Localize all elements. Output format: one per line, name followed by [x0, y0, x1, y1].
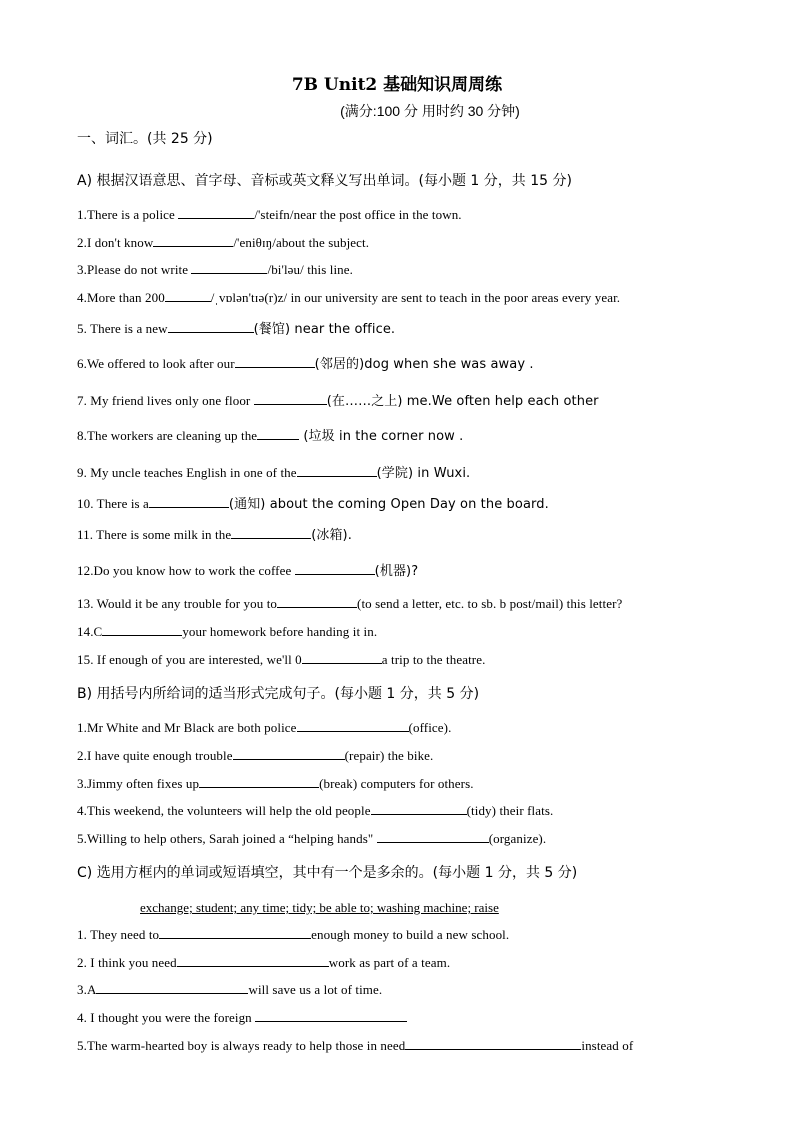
answer-blank[interactable]: [405, 1037, 581, 1050]
question-a9: [77, 462, 470, 481]
question-a11: [77, 524, 352, 543]
answer-blank[interactable]: [254, 392, 327, 405]
question-a2: [77, 234, 369, 251]
question-text: 3.Please do not write: [77, 262, 192, 277]
question-a13: [77, 595, 622, 612]
question-text: (邻居的)dog when she was away .: [314, 357, 534, 372]
question-text: /'eniθɪŋ/about the subject.: [233, 235, 370, 250]
word-bank: exchange; student; any time; tidy; be able to; washing machine; raise: [140, 900, 499, 915]
question-text: (冰箱).: [311, 528, 352, 543]
question-text: 10. There is a: [77, 496, 149, 511]
answer-blank[interactable]: [177, 954, 329, 967]
question-text: 5.Willing to help others, Sarah joined a “helping hands": [77, 831, 377, 846]
question-text: (学院) in Wuxi.: [376, 466, 471, 481]
question-text: 1.Mr White and Mr Black are both police: [77, 720, 297, 735]
question-text: (organize).: [488, 831, 547, 846]
answer-blank[interactable]: [295, 562, 375, 575]
question-b3: [77, 775, 474, 792]
answer-blank[interactable]: [277, 595, 357, 608]
answer-blank[interactable]: [302, 651, 382, 664]
question-text: 2. I think you need: [77, 955, 177, 970]
question-text: (to send a letter, etc. to sb. b post/mail) this letter?: [357, 596, 623, 611]
question-c4: [77, 1009, 407, 1026]
section-vocabulary-heading: 一、词汇。(共 25 分): [77, 131, 213, 147]
question-b4: [77, 802, 553, 819]
question-a12: [77, 560, 418, 579]
question-a14: [77, 623, 377, 640]
question-a3: [77, 261, 353, 278]
answer-blank[interactable]: [96, 981, 248, 994]
question-text: 2.I don't know: [77, 235, 154, 250]
question-c3: [77, 981, 382, 998]
question-text: 12.Do you know how to work the coffee: [77, 563, 295, 578]
question-text: work as part of a team.: [328, 955, 451, 970]
question-text: (餐馆) near the office.: [253, 322, 396, 337]
answer-blank[interactable]: [168, 320, 254, 333]
question-text: (在……之上) me.We often help each other: [326, 394, 599, 409]
question-c5: [77, 1037, 633, 1054]
answer-blank[interactable]: [297, 719, 409, 732]
answer-blank[interactable]: [199, 775, 319, 788]
question-text: (通知) about the coming Open Day on the board.: [228, 497, 549, 512]
answer-blank[interactable]: [102, 623, 182, 636]
question-a10: [77, 493, 549, 512]
part-b-heading: B) 用括号内所给词的适当形式完成句子。(每小题 1 分，共 5 分): [77, 686, 480, 702]
answer-blank[interactable]: [297, 464, 377, 477]
answer-blank[interactable]: [165, 289, 211, 302]
question-b2: [77, 747, 433, 764]
part-c-heading: C) 选用方框内的单词或短语填空，其中有一个是多余的。(每小题 1 分，共 5 分): [77, 865, 578, 881]
answer-blank[interactable]: [233, 747, 345, 760]
question-text: a trip to the theatre.: [381, 652, 486, 667]
question-text: (office).: [408, 720, 452, 735]
question-b5: [77, 830, 546, 847]
answer-blank[interactable]: [178, 206, 254, 219]
question-text: your homework before handing it in.: [182, 624, 378, 639]
question-a5: [77, 318, 395, 337]
question-text: 4.More than 200: [77, 290, 165, 305]
question-text: 5. There is a new: [77, 321, 168, 336]
question-text: will save us a lot of time.: [248, 982, 383, 997]
question-a7: [77, 390, 599, 409]
answer-blank[interactable]: [153, 234, 233, 247]
part-a-heading: A) 根据汉语意思、首字母、音标或英文释义写出单词。(每小题 1 分，共 15 分): [77, 173, 572, 189]
answer-blank[interactable]: [377, 830, 489, 843]
question-text: (机器)?: [374, 564, 419, 579]
question-text: 7. My friend lives only one floor: [77, 393, 254, 408]
question-text: /'steifn/near the post office in the town.: [254, 207, 462, 222]
question-text: 4.This weekend, the volunteers will help the old people: [77, 803, 371, 818]
question-text: /ˌvɒlən'tɪə(r)z/ in our university are sent to teach in the poor areas every year.: [210, 290, 621, 305]
answer-blank[interactable]: [255, 1009, 407, 1022]
question-a15: [77, 651, 485, 668]
question-text: 1. They need to: [77, 927, 160, 942]
worksheet-title: 7B Unit2 基础知识周周练: [291, 75, 503, 95]
question-text: 3.A: [77, 982, 97, 997]
question-text: (repair) the bike.: [344, 748, 434, 763]
question-c2: [77, 954, 450, 971]
question-text: /bi'ləu/ this line.: [267, 262, 353, 277]
question-text: 3.Jimmy often fixes up: [77, 776, 200, 791]
answer-blank[interactable]: [371, 802, 467, 815]
question-text: 11. There is some milk in the: [77, 527, 232, 542]
question-text: 5.The warm-hearted boy is always ready to help those in need: [77, 1038, 406, 1053]
question-a1: [77, 206, 462, 223]
question-a6: [77, 353, 534, 372]
question-text: (垃圾 in the corner now .: [299, 429, 464, 444]
answer-blank[interactable]: [257, 427, 299, 440]
score-time-note: (满分:100 分 用时约 30 分钟): [340, 103, 520, 119]
question-text: 9. My uncle teaches English in one of the: [77, 465, 297, 480]
question-a8: [77, 425, 463, 444]
answer-blank[interactable]: [235, 355, 315, 368]
question-text: enough money to build a new school.: [311, 927, 510, 942]
question-a4: [77, 289, 620, 306]
question-text: instead of: [581, 1038, 634, 1053]
question-text: 2.I have quite enough trouble: [77, 748, 233, 763]
answer-blank[interactable]: [231, 526, 311, 539]
answer-blank[interactable]: [159, 926, 311, 939]
question-text: 1.There is a police: [77, 207, 179, 222]
question-c1: [77, 926, 509, 943]
question-text: 4. I thought you were the foreign: [77, 1010, 256, 1025]
question-text: 6.We offered to look after our: [77, 356, 235, 371]
question-text: 8.The workers are cleaning up the: [77, 428, 258, 443]
question-text: 13. Would it be any trouble for you to: [77, 596, 278, 611]
question-text: 14.C: [77, 624, 103, 639]
answer-blank[interactable]: [191, 261, 267, 274]
question-text: 15. If enough of you are interested, we'll 0: [77, 652, 302, 667]
question-b1: [77, 719, 451, 736]
question-text: (break) computers for others.: [319, 776, 474, 791]
question-text: (tidy) their flats.: [466, 803, 554, 818]
answer-blank[interactable]: [149, 495, 229, 508]
